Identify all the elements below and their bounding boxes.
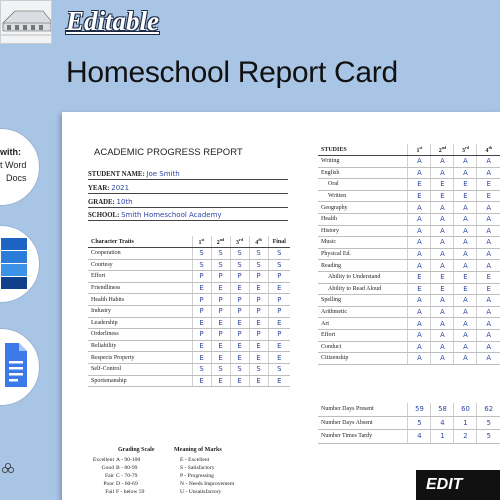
study-row-value[interactable]: A bbox=[408, 225, 431, 237]
attendance-row-label: Number Times Tardy bbox=[318, 430, 408, 444]
works-with-line-2: t Word bbox=[0, 160, 27, 170]
trait-name: Respects Property bbox=[88, 352, 192, 364]
study-row-value[interactable]: A bbox=[477, 318, 500, 330]
attendance-row-value[interactable]: 5 bbox=[477, 430, 500, 444]
trait-mark[interactable]: S bbox=[192, 259, 211, 271]
grading-scale-row bbox=[90, 489, 290, 497]
study-row-value[interactable]: E bbox=[454, 179, 477, 191]
study-row-value[interactable]: A bbox=[431, 306, 454, 318]
study-row-label: Effort bbox=[318, 329, 408, 341]
trait-mark[interactable]: P bbox=[230, 305, 249, 317]
trait-mark[interactable]: E bbox=[211, 352, 230, 364]
trait-mark[interactable]: E bbox=[192, 340, 211, 352]
study-row-value[interactable]: A bbox=[454, 167, 477, 179]
trait-mark[interactable]: P bbox=[230, 271, 249, 283]
term-column-header: 3rd bbox=[454, 144, 477, 156]
trait-name: Cooperation bbox=[88, 248, 192, 260]
term-column-header: 3rd bbox=[230, 236, 249, 248]
attendance-row-value[interactable]: 58 bbox=[431, 403, 454, 416]
grade-row bbox=[88, 198, 133, 206]
traits-header-row bbox=[88, 236, 290, 248]
study-row bbox=[318, 248, 500, 260]
study-row-value[interactable]: E bbox=[431, 190, 454, 202]
study-row-label: History bbox=[318, 225, 408, 237]
study-row-value[interactable]: A bbox=[431, 353, 454, 365]
study-row-label: Music bbox=[318, 237, 408, 249]
grading-scale-title: Grading Scale bbox=[118, 447, 155, 453]
trait-mark[interactable]: S bbox=[249, 248, 268, 260]
trait-mark[interactable]: S bbox=[211, 248, 230, 260]
study-row bbox=[318, 283, 500, 295]
study-row-value[interactable]: A bbox=[408, 341, 431, 353]
grade-range: F - below 59 bbox=[116, 488, 145, 495]
study-row bbox=[318, 190, 500, 202]
grading-scale-row bbox=[90, 473, 290, 481]
trait-row bbox=[88, 294, 290, 306]
trait-mark[interactable]: E bbox=[192, 317, 211, 329]
year-label: YEAR: bbox=[88, 185, 110, 192]
trait-mark[interactable]: E bbox=[249, 375, 268, 387]
trait-name: Reliability bbox=[88, 340, 192, 352]
trait-name: Sportsmanship bbox=[88, 375, 192, 387]
study-row-value[interactable]: A bbox=[431, 167, 454, 179]
mark-meaning: E - Excellent bbox=[180, 457, 210, 463]
mark-meaning: S - Satisfactory bbox=[180, 464, 215, 471]
study-row-value[interactable]: A bbox=[408, 353, 431, 365]
study-row-value[interactable]: A bbox=[408, 156, 431, 168]
grading-scale-row bbox=[90, 481, 290, 489]
trait-mark[interactable]: E bbox=[211, 282, 230, 294]
study-row-label: Written bbox=[318, 190, 408, 202]
study-row-value[interactable]: A bbox=[408, 167, 431, 179]
trait-row bbox=[88, 271, 290, 283]
study-row-value[interactable]: A bbox=[477, 306, 500, 318]
study-row-value[interactable]: A bbox=[454, 237, 477, 249]
grade-range: A - 90-100 bbox=[116, 457, 141, 463]
traits-column-header: Character Traits bbox=[88, 236, 192, 248]
study-row-label: Citizenship bbox=[318, 353, 408, 365]
study-row-value[interactable]: A bbox=[454, 329, 477, 341]
trait-name: Health Habits bbox=[88, 294, 192, 306]
trait-mark[interactable]: E bbox=[230, 375, 249, 387]
study-row-label: Writing bbox=[318, 156, 408, 168]
study-row-value[interactable]: A bbox=[431, 260, 454, 272]
trait-row bbox=[88, 352, 290, 364]
study-row-label: Health bbox=[318, 213, 408, 225]
grade-label: Fair bbox=[104, 472, 114, 479]
trait-mark[interactable]: S bbox=[211, 259, 230, 271]
study-row-value[interactable]: A bbox=[431, 295, 454, 307]
study-row bbox=[318, 167, 500, 179]
trait-mark[interactable]: P bbox=[230, 294, 249, 306]
trait-mark[interactable]: P bbox=[249, 271, 268, 283]
study-row-value[interactable]: A bbox=[477, 156, 500, 168]
character-traits-table bbox=[88, 236, 290, 387]
trait-mark[interactable]: S bbox=[268, 259, 290, 271]
student-name-label: STUDENT NAME: bbox=[88, 171, 145, 178]
trait-row bbox=[88, 282, 290, 294]
trait-mark[interactable]: P bbox=[192, 305, 211, 317]
trait-mark[interactable]: E bbox=[249, 352, 268, 364]
study-row-value[interactable]: E bbox=[408, 179, 431, 191]
trait-mark[interactable]: E bbox=[249, 317, 268, 329]
study-row-label: English bbox=[318, 167, 408, 179]
trait-name: Orderliness bbox=[88, 329, 192, 341]
attendance-row-label: Number Days Absent bbox=[318, 416, 408, 430]
trait-mark[interactable]: E bbox=[249, 340, 268, 352]
attendance-row-value[interactable]: 2 bbox=[454, 430, 477, 444]
trait-row bbox=[88, 305, 290, 317]
trait-mark[interactable]: E bbox=[211, 317, 230, 329]
study-row-value[interactable]: A bbox=[454, 202, 477, 214]
study-row-value[interactable]: A bbox=[454, 156, 477, 168]
works-with-line-3: Docs bbox=[6, 173, 27, 183]
trait-mark[interactable]: S bbox=[192, 363, 211, 375]
study-row-value[interactable]: A bbox=[454, 260, 477, 272]
trait-mark[interactable]: P bbox=[268, 271, 290, 283]
trait-mark[interactable]: E bbox=[230, 317, 249, 329]
attendance-row bbox=[318, 403, 500, 416]
study-row-value[interactable]: A bbox=[408, 318, 431, 330]
study-row-value[interactable]: E bbox=[431, 271, 454, 283]
term-column-header: Final bbox=[268, 236, 290, 248]
study-row-value[interactable]: A bbox=[408, 260, 431, 272]
divider bbox=[88, 220, 288, 221]
studies-column-header: STUDIES bbox=[318, 144, 408, 156]
trait-mark[interactable]: E bbox=[192, 352, 211, 364]
trait-mark[interactable]: S bbox=[192, 248, 211, 260]
trait-name: Leadership bbox=[88, 317, 192, 329]
grade-value[interactable]: 10th bbox=[116, 198, 133, 206]
report-title: ACADEMIC PROGRESS REPORT bbox=[94, 147, 243, 158]
trait-mark[interactable]: E bbox=[230, 340, 249, 352]
study-row-value[interactable]: A bbox=[408, 306, 431, 318]
term-column-header: 1st bbox=[192, 236, 211, 248]
attendance-row-value[interactable]: 60 bbox=[454, 403, 477, 416]
trait-mark[interactable]: E bbox=[192, 375, 211, 387]
study-row-label: Physical Ed. bbox=[318, 248, 408, 260]
trait-row bbox=[88, 363, 290, 375]
term-column-header: 1st bbox=[408, 144, 431, 156]
term-column-header: 2nd bbox=[431, 144, 454, 156]
trait-mark[interactable]: E bbox=[211, 375, 230, 387]
attendance-row bbox=[318, 430, 500, 444]
study-row-value[interactable]: A bbox=[454, 213, 477, 225]
trait-mark[interactable]: S bbox=[211, 363, 230, 375]
study-row bbox=[318, 213, 500, 225]
study-row-value[interactable]: E bbox=[454, 190, 477, 202]
grade-range: C - 70-79 bbox=[116, 472, 138, 479]
divider bbox=[88, 207, 288, 208]
study-row bbox=[318, 237, 500, 249]
study-row-value[interactable]: E bbox=[477, 283, 500, 295]
title-editable: Editable bbox=[66, 6, 159, 36]
trait-mark[interactable]: E bbox=[230, 282, 249, 294]
study-row-value[interactable]: A bbox=[477, 260, 500, 272]
study-row-value[interactable]: A bbox=[431, 341, 454, 353]
study-row-label: Ability to Understand bbox=[318, 271, 408, 283]
trait-mark[interactable]: E bbox=[249, 282, 268, 294]
trait-mark[interactable]: S bbox=[268, 363, 290, 375]
study-row-label: Ability to Read Aloud bbox=[318, 283, 408, 295]
page-title: Homeschool Report Card bbox=[66, 56, 398, 89]
edit-banner: EDIT bbox=[416, 470, 500, 500]
trait-mark[interactable]: E bbox=[230, 352, 249, 364]
term-column-header: 4th bbox=[477, 144, 500, 156]
trait-mark[interactable]: P bbox=[192, 329, 211, 341]
word-app-badge bbox=[0, 225, 40, 303]
trait-name: Effort bbox=[88, 271, 192, 283]
study-row bbox=[318, 156, 500, 168]
trait-mark[interactable]: E bbox=[268, 282, 290, 294]
study-row-value[interactable]: A bbox=[477, 353, 500, 365]
attendance-row-value[interactable]: 5 bbox=[408, 416, 431, 430]
term-column-header: 4th bbox=[249, 236, 268, 248]
study-row-label: Spelling bbox=[318, 295, 408, 307]
study-row-value[interactable]: A bbox=[454, 318, 477, 330]
study-row-value[interactable]: A bbox=[408, 202, 431, 214]
works-with-line-1: with: bbox=[0, 147, 21, 157]
study-row bbox=[318, 225, 500, 237]
attendance-row-label: Number Days Present bbox=[318, 403, 408, 416]
term-column-header: 2nd bbox=[211, 236, 230, 248]
study-row-label: Arithmetic bbox=[318, 306, 408, 318]
study-row-value[interactable]: E bbox=[431, 283, 454, 295]
study-row-value[interactable]: A bbox=[477, 167, 500, 179]
study-row bbox=[318, 353, 500, 365]
attendance-row bbox=[318, 416, 500, 430]
mark-meaning: U - Unsatisfactory bbox=[180, 488, 222, 495]
trait-mark[interactable]: P bbox=[268, 305, 290, 317]
student-name-row bbox=[88, 170, 180, 178]
trait-mark[interactable]: S bbox=[230, 259, 249, 271]
study-row-value[interactable]: A bbox=[408, 329, 431, 341]
grade-label: Poor bbox=[103, 480, 114, 487]
grade-label: GRADE: bbox=[88, 199, 115, 206]
trait-row bbox=[88, 317, 290, 329]
trait-mark[interactable]: P bbox=[249, 329, 268, 341]
grading-scale-row bbox=[90, 457, 290, 465]
study-row-label: Conduct bbox=[318, 341, 408, 353]
attendance-row-value[interactable]: 59 bbox=[408, 403, 431, 416]
student-name-value[interactable]: Joe Smith bbox=[146, 170, 180, 178]
grade-label: Good bbox=[101, 464, 114, 471]
trait-name: Industry bbox=[88, 305, 192, 317]
study-row-value[interactable]: A bbox=[454, 225, 477, 237]
study-row-value[interactable]: A bbox=[454, 248, 477, 260]
trait-mark[interactable]: S bbox=[230, 363, 249, 375]
grade-range: D - 60-69 bbox=[116, 480, 138, 487]
attendance-row-value[interactable]: 4 bbox=[408, 430, 431, 444]
trait-mark[interactable]: S bbox=[268, 248, 290, 260]
trait-mark[interactable]: P bbox=[230, 329, 249, 341]
trait-mark[interactable]: S bbox=[249, 259, 268, 271]
study-row-value[interactable]: A bbox=[408, 213, 431, 225]
trait-mark[interactable]: P bbox=[192, 294, 211, 306]
works-with-text bbox=[0, 146, 38, 185]
grade-label: Fail bbox=[105, 488, 114, 495]
trait-row bbox=[88, 248, 290, 260]
study-row bbox=[318, 260, 500, 272]
trait-mark[interactable]: P bbox=[192, 271, 211, 283]
trait-mark[interactable]: E bbox=[268, 340, 290, 352]
study-row-value[interactable]: A bbox=[431, 248, 454, 260]
trait-mark[interactable]: P bbox=[249, 294, 268, 306]
mark-meaning: P - Progressing bbox=[180, 472, 214, 479]
trait-row bbox=[88, 329, 290, 341]
attendance-row-value[interactable]: 62 bbox=[477, 403, 500, 416]
study-row-label: Oral bbox=[318, 179, 408, 191]
trait-mark[interactable]: E bbox=[268, 375, 290, 387]
study-row bbox=[318, 318, 500, 330]
study-row-value[interactable]: A bbox=[408, 295, 431, 307]
trait-row bbox=[88, 259, 290, 271]
study-row-value[interactable]: A bbox=[477, 248, 500, 260]
trait-mark[interactable]: P bbox=[211, 305, 230, 317]
trait-name: Friendliness bbox=[88, 282, 192, 294]
trait-name: Self-Control bbox=[88, 363, 192, 375]
trait-mark[interactable]: E bbox=[268, 352, 290, 364]
mark-meaning: N - Needs Improvement bbox=[180, 480, 235, 487]
study-row-value[interactable]: A bbox=[477, 341, 500, 353]
study-row bbox=[318, 295, 500, 307]
study-row-value[interactable]: E bbox=[477, 179, 500, 191]
study-row-value[interactable]: A bbox=[431, 156, 454, 168]
studies-header-row bbox=[318, 144, 500, 156]
attendance-row-value[interactable]: 1 bbox=[431, 430, 454, 444]
trait-mark[interactable]: E bbox=[268, 317, 290, 329]
study-row-value[interactable]: A bbox=[477, 295, 500, 307]
divider bbox=[88, 179, 288, 180]
study-row-value[interactable]: A bbox=[431, 202, 454, 214]
study-row-value[interactable]: A bbox=[477, 225, 500, 237]
study-row-value[interactable]: E bbox=[477, 190, 500, 202]
trait-mark[interactable]: P bbox=[249, 305, 268, 317]
study-row bbox=[318, 329, 500, 341]
trait-mark[interactable]: P bbox=[211, 329, 230, 341]
study-row bbox=[318, 179, 500, 191]
trait-mark[interactable]: S bbox=[230, 248, 249, 260]
study-row bbox=[318, 306, 500, 318]
school-value[interactable]: Smith Homeschool Academy bbox=[121, 211, 222, 219]
study-row-label: Geography bbox=[318, 202, 408, 214]
studies-table bbox=[318, 144, 500, 365]
grading-scale-row bbox=[90, 465, 290, 473]
attendance-row-value[interactable]: 1 bbox=[454, 416, 477, 430]
study-row bbox=[318, 202, 500, 214]
trait-mark[interactable]: E bbox=[192, 282, 211, 294]
trait-mark[interactable]: P bbox=[268, 294, 290, 306]
year-row bbox=[88, 184, 129, 192]
grade-label: Excellent bbox=[92, 457, 114, 463]
report-card-document bbox=[62, 112, 500, 500]
attendance-table bbox=[318, 403, 500, 444]
marks-meaning-title: Meaning of Marks bbox=[174, 447, 222, 453]
study-row-value[interactable]: A bbox=[477, 202, 500, 214]
study-row-value[interactable]: A bbox=[454, 306, 477, 318]
trait-mark[interactable]: P bbox=[211, 271, 230, 283]
study-row-value[interactable]: E bbox=[477, 271, 500, 283]
study-row-value[interactable]: A bbox=[477, 237, 500, 249]
trait-name: Courtesy bbox=[88, 259, 192, 271]
study-row-value[interactable]: A bbox=[431, 213, 454, 225]
trait-mark[interactable]: S bbox=[249, 363, 268, 375]
attendance-row-value[interactable]: 5 bbox=[477, 416, 500, 430]
study-row-value[interactable]: A bbox=[408, 237, 431, 249]
divider bbox=[88, 193, 288, 194]
study-row-value[interactable]: A bbox=[431, 237, 454, 249]
school-row bbox=[88, 211, 222, 219]
word-icon bbox=[1, 238, 29, 292]
study-row-value[interactable]: A bbox=[454, 295, 477, 307]
study-row-value[interactable]: A bbox=[408, 248, 431, 260]
study-row-value[interactable]: A bbox=[454, 341, 477, 353]
year-value[interactable]: 2021 bbox=[111, 184, 130, 192]
study-row-value[interactable]: A bbox=[431, 329, 454, 341]
study-row-value[interactable]: A bbox=[454, 353, 477, 365]
flower-icon bbox=[2, 462, 14, 476]
study-row-value[interactable]: A bbox=[477, 213, 500, 225]
study-row-value[interactable]: E bbox=[454, 283, 477, 295]
study-row-value[interactable]: A bbox=[477, 329, 500, 341]
trait-row bbox=[88, 340, 290, 352]
google-docs-badge bbox=[0, 328, 40, 406]
grade-range: B - 80-99 bbox=[116, 464, 138, 471]
trait-mark[interactable]: P bbox=[268, 329, 290, 341]
study-row-value[interactable]: E bbox=[408, 190, 431, 202]
study-row-label: Art bbox=[318, 318, 408, 330]
google-docs-icon bbox=[5, 343, 29, 387]
school-building-image bbox=[0, 0, 52, 44]
study-row-value[interactable]: A bbox=[431, 225, 454, 237]
study-row-value[interactable]: A bbox=[431, 318, 454, 330]
trait-mark[interactable]: P bbox=[211, 294, 230, 306]
trait-mark[interactable]: E bbox=[211, 340, 230, 352]
study-row-value[interactable]: E bbox=[408, 283, 431, 295]
study-row bbox=[318, 271, 500, 283]
trait-row bbox=[88, 375, 290, 387]
study-row-value[interactable]: E bbox=[431, 179, 454, 191]
study-row-label: Reading bbox=[318, 260, 408, 272]
school-label: SCHOOL: bbox=[88, 212, 120, 219]
attendance-row-value[interactable]: 4 bbox=[431, 416, 454, 430]
study-row-value[interactable]: E bbox=[454, 271, 477, 283]
study-row-value[interactable]: E bbox=[408, 271, 431, 283]
study-row bbox=[318, 341, 500, 353]
